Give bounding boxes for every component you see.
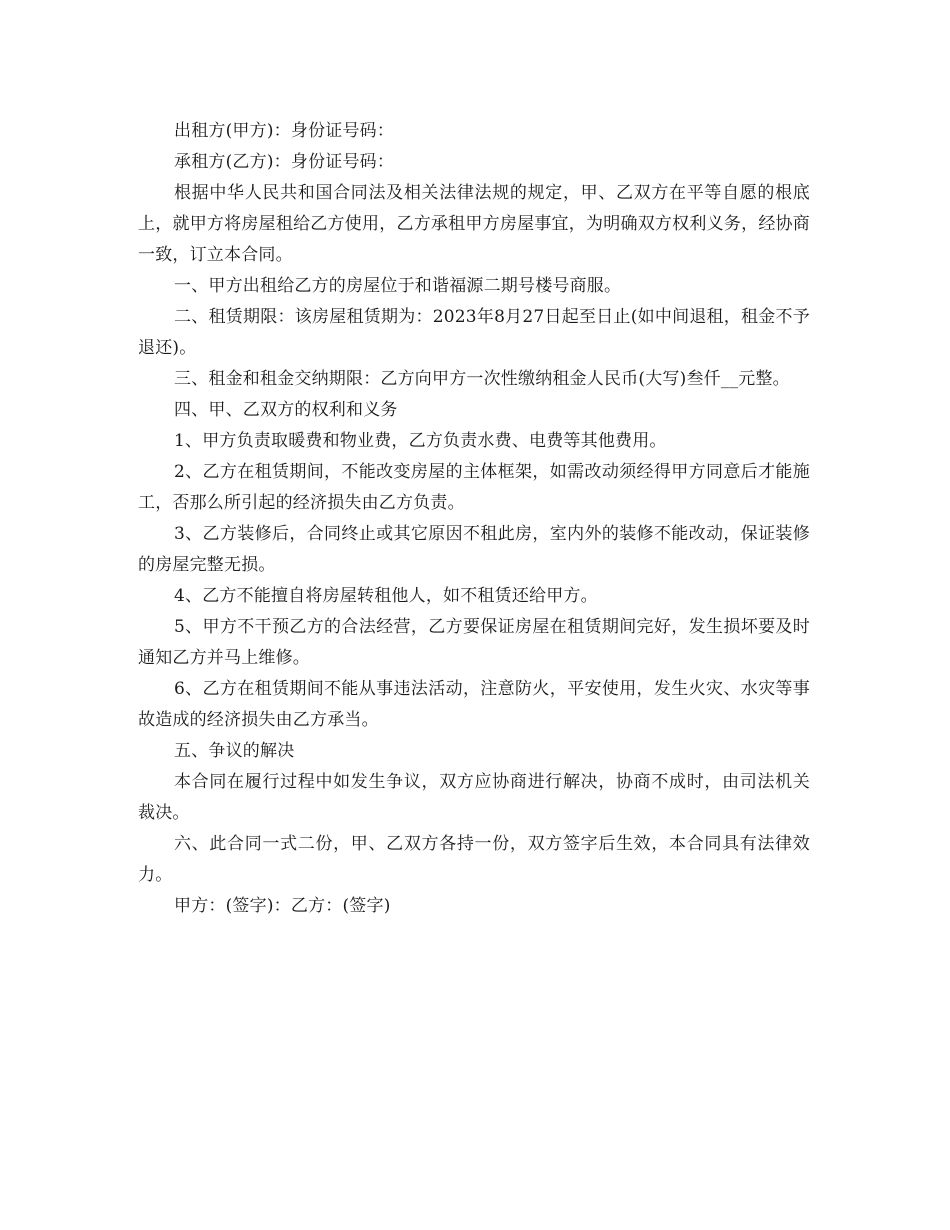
paragraph-clause-4-heading: 四、甲、乙双方的权利和义务 xyxy=(174,400,398,420)
paragraph-item-6: 6、乙方在租赁期间不能从事违法活动，注意防火，平安使用，发生火灾、水灾等事故造成的经济损失由乙方承当。 xyxy=(138,679,810,730)
paragraph-clause-3: 三、租金和租金交纳期限：乙方向甲方一次性缴纳租金人民币(大写)叁仟__元整。 xyxy=(174,369,790,389)
paragraph-preamble: 根据中华人民共和国合同法及相关法律法规的规定，甲、乙双方在平等自愿的根底上，就甲方将房屋租给乙方使用，乙方承租甲方房屋事宜，为明确双方权利义务，经协商一致，订立本合同。 xyxy=(138,183,810,265)
paragraph-signatures: 甲方：(签字)：乙方：(签字) xyxy=(174,896,391,916)
paragraph-lessee: 承租方(乙方)：身份证号码： xyxy=(174,152,395,172)
paragraph-item-2: 2、乙方在租赁期间，不能改变房屋的主体框架，如需改动须经得甲方同意后才能施工，否那么所引起的经济损失由乙方负责。 xyxy=(138,462,810,513)
paragraph-clause-6: 六、此合同一式二份，甲、乙双方各持一份，双方签字后生效，本合同具有法律效力。 xyxy=(138,834,810,885)
paragraph-item-5: 5、甲方不干预乙方的合法经营，乙方要保证房屋在租赁期间完好，发生损坏要及时通知乙方并马上维修。 xyxy=(138,617,810,668)
paragraph-lessor: 出租方(甲方)：身份证号码： xyxy=(174,121,395,141)
paragraph-item-3: 3、乙方装修后，合同终止或其它原因不租此房，室内外的装修不能改动，保证装修的房屋完整无损。 xyxy=(138,524,810,575)
paragraph-dispute: 本合同在履行过程中如发生争议，双方应协商进行解决，协商不成时，由司法机关裁决。 xyxy=(138,772,810,823)
paragraph-clause-1: 一、甲方出租给乙方的房屋位于和谐福源二期号楼号商服。 xyxy=(174,276,622,296)
paragraph-clause-2: 二、租赁期限：该房屋租赁期为：2023年8月27日起至日止(如中间退租，租金不予退还)。 xyxy=(138,307,810,358)
contract-body xyxy=(138,116,810,922)
paragraph-clause-5-heading: 五、争议的解决 xyxy=(174,741,295,761)
paragraph-item-1: 1、甲方负责取暖费和物业费，乙方负责水费、电费等其他费用。 xyxy=(174,431,667,451)
paragraph-item-4: 4、乙方不能擅自将房屋转租他人，如不租赁还给甲方。 xyxy=(174,586,598,606)
